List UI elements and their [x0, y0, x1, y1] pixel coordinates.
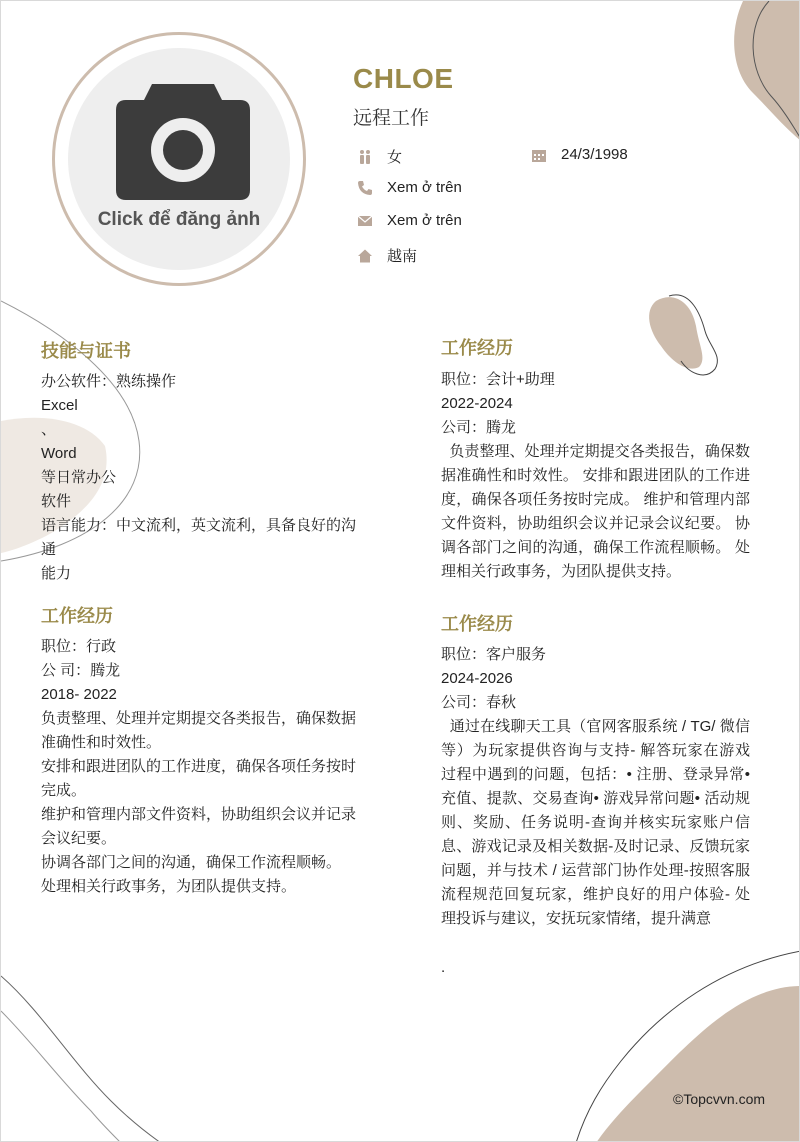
experience-line: 安排和跟进团队的工作进度，确保各项任务按时: [41, 758, 357, 775]
skill-line: 语言能力：中文流利，英文流利，具备良好的沟: [41, 517, 357, 534]
skill-line: 通: [41, 541, 57, 558]
experience-position: 职位：客户服务: [441, 646, 547, 663]
skill-line: Word: [41, 445, 77, 462]
skill-line: 办公软件：熟练操作: [41, 373, 177, 390]
phone-value: Xem ở trên: [387, 179, 462, 196]
left-experience-title: 工作经历: [41, 606, 113, 626]
phone-icon: [357, 180, 373, 196]
email-row: [357, 212, 462, 229]
gender-icon: [357, 149, 373, 165]
gender-row: [357, 146, 402, 167]
experience-line: 协调各部门之间的沟通，确保工作流程顺畅。: [41, 854, 342, 871]
right-experience-2-title: 工作经历: [441, 614, 513, 634]
skills-title: 技能与证书: [41, 341, 131, 361]
job-title: 远程工作: [353, 108, 430, 129]
right-experience-2-description: 通过在线聊天工具（官网客服系统 / TG/ 微信等）为玩家提供咨询与支持- 解答玩家在游戏过程中遇到的问题，包括：• 注册、登录异常• 充值、提款、交易查询• 游戏异常问题• 活动规则、奖励、任务说明-查询并核实玩家账户信息、游戏记录及相关数据-及时记录、反馈玩家问题，并与技术 / 运营部门协作处理-按照客服流程规范回复玩家，维护良好的用户体验- 处理投诉与建议，安抚玩家情绪，提升满意: [441, 718, 755, 927]
experience-line: 职位：行政: [41, 638, 117, 655]
left-experience-body: [41, 635, 356, 899]
skill-line: 软件: [41, 493, 72, 510]
experience-company: 公司：春秋: [441, 694, 517, 711]
calendar-icon: [531, 147, 547, 163]
upload-photo-label[interactable]: Click để đăng ảnh: [97, 209, 261, 230]
right-experience-2-meta: [441, 643, 546, 715]
camera-icon: [116, 84, 250, 200]
experience-position: 职位：会计+助理: [441, 371, 555, 388]
experience-company: 公司：腾龙: [441, 419, 517, 436]
skills-list: [41, 370, 356, 586]
experience-period: 2024-2026: [441, 670, 513, 687]
skill-line: 、: [41, 421, 57, 438]
birthdate-row: [531, 146, 628, 163]
email-value: Xem ở trên: [387, 212, 462, 229]
photo-placeholder[interactable]: [68, 48, 290, 270]
right-experience-1-meta: [441, 368, 555, 440]
mail-icon: [357, 213, 373, 229]
experience-line: 2018- 2022: [41, 686, 117, 703]
experience-line: 完成。: [41, 782, 87, 799]
candidate-name: CHLOE: [353, 63, 454, 94]
skill-line: 等日常办公: [41, 469, 117, 486]
gender-value: 女: [387, 149, 403, 166]
skill-line: 能力: [41, 565, 72, 582]
right-experience-2-trailing: .: [441, 959, 446, 976]
skill-line: Excel: [41, 397, 78, 414]
experience-line: 公 司：腾龙: [41, 662, 121, 679]
experience-line: 准确性和时效性。: [41, 734, 162, 751]
experience-line: 处理相关行政事务，为团队提供支持。: [41, 878, 297, 895]
experience-line: 负责整理、处理并定期提交各类报告，确保数据: [41, 710, 357, 727]
copyright-footer: ©Topcvvn.com: [673, 1091, 766, 1107]
phone-row: [357, 179, 462, 196]
experience-line: 维护和管理内部文件资料，协助组织会议并记录: [41, 806, 357, 823]
right-experience-1-description: 负责整理、处理并定期提交各类报告，确保数据准确性和时效性。 安排和跟进团队的工作进度，确保各项任务按时完成。 维护和管理内部文件资料，协助组织会议并记录会议纪要。 协调各部门之间的沟通，确保工作流程顺畅。 处理相关行政事务，为团队提供支持。: [441, 443, 750, 580]
address-value: 越南: [387, 248, 418, 265]
experience-period: 2022-2024: [441, 395, 513, 412]
address-row: [357, 245, 417, 266]
home-icon: [357, 248, 373, 264]
experience-line: 会议纪要。: [41, 830, 117, 847]
right-experience-1-title: 工作经历: [441, 338, 513, 358]
birthdate-value: 24/3/1998: [561, 146, 628, 163]
photo-frame[interactable]: [52, 32, 306, 286]
